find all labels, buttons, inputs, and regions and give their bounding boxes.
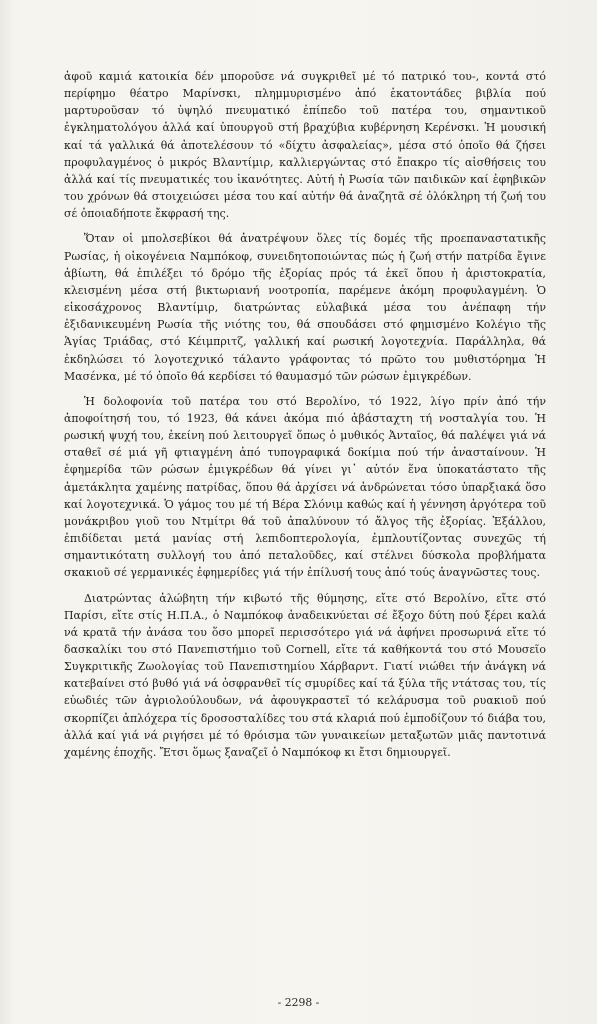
paragraph-2: Ὅταν οἱ μπολσεβίκοι θά ἀνατρέψουν ὅλες τίς δομές τῆς προεπαναστατικῆς Ρωσίας, ἡ οἰκογένεια Ναμπόκοφ, συνειδητοποιώντας πώς ἡ ζωή στήν πατρίδα ἔγινε ἀβίωτη, θά ἐπιλέξει τό δρόμο τῆς ἐξορίας πρός τά ἐκεῖ ὅπου ἡ ἀριστοκρατία, κλεισμένη μέσα στή βικτωριανή νοοτροπία, παρέμενε ἀκόμη προφυλαγμένη. Ὁ εἰκοσάχρονος Βλαντίμιρ, διατρώντας εὐλαβικά μέσα του ἀνέπαφη τήν ἐξιδανικευμένη Ρωσία τῆς νιότης του, θά σπουδάσει στό φημισμένο Κολέγιο τῆς Ἁγίας Τριάδας, στό Κέιμπριτζ, γαλλική καί ρωσική λογοτεχνία. Παράλληλα, θά ἐκδηλώσει τό λογοτεχνικό τάλαντο γράφοντας τό πρῶτο του μυθιστόρημα Ἡ Μασένκα, μέ τό ὁποῖο θά κερδίσει τό θαυμασμό τῶν ρώσων ἐμιγκρέδων. <box>64 232 546 383</box>
paragraph-1: ἀφοῦ καμιά κατοικία δέν μποροῦσε νά συγκριθεῖ μέ τό πατρικό του-, κοντά στό περίφημο θέατρο Μαρίνσκι, πλημμυρισμένο ἀπό ἑκατοντάδες βιβλία πού μαρτυροῦσαν τό ὑψηλό πνευματικό ἐπίπεδο τοῦ πατέρα του, σημαντικοῦ ἐγκληματολόγου ἀλλά καί ὑπουργοῦ στή βραχύβια κυβέρνηση Κερένσκι. Ἡ μουσική καί τά γαλλικά θά ἀποτελέσουν τό «δίχτυ ἀσφαλείας», μέσα στό ὁποῖο θά ζήσει προφυλαγμένος ὁ μικρός Βλαντίμιρ, καλλιεργώντας στό ἔπακρο τίς αἰσθήσεις του ἀλλά καί τίς πνευματικές του ἱκανότητες. Αὐτή ἡ Ρωσία τῶν παιδικῶν καί ἐφηβικῶν του χρόνων θά στοιχειώσει μέσα του καί αὐτήν θά ἀναζητᾶ σέ ὁλόκληρη τή ζωή του σέ ὁποιαδήποτε ἔκφρασή της. <box>64 70 546 221</box>
page-number: - 2298 - <box>277 996 320 1009</box>
body-text <box>64 68 546 761</box>
paragraph-3: Ἡ δολοφονία τοῦ πατέρα του στό Βερολίνο, τό 1922, λίγο πρίν ἀπό τήν ἀποφοίτησή του, τό 1923, θά κάνει ἀκόμα πιό ἀβάσταχτη τή νοσταλγία του. Ἡ ρωσική ψυχή του, ἐκείνη πού λειτουργεῖ ὅπως ὁ μυθικός Ἀνταῖος, θά παλέψει γιά νά σταθεῖ σέ μιά γῆ φτιαγμένη ἀπό τυπογραφικά δοκίμια πού τήν ἀνασταίνουν. Ἡ ἐφημερίδα τῶν ρώσων ἐμιγκρέδων θά γίνει γι᾽ αὐτόν ἕνα ὑποκατάστατο τῆς ἀμετάκλητα χαμένης πατρίδας, ὅπου θά ἀρχίσει νά ἀνδρώνεται τόσο ὑπαρξιακά ὅσο καί λογοτεχνικά. Ὁ γάμος του μέ τή Βέρα Σλόνιμ καθώς καί ἡ γέννηση ἀργότερα τοῦ μονάκριβου γιοῦ του Ντμίτρι θά τοῦ ἀπαλύνουν τό ἄλγος τῆς ἐξορίας. Ἐξάλλου, ἐπιδίδεται μετά μανίας στή λεπιδοπτερολογία, ἐμπλουτίζοντας συνεχῶς τή σημαντικότατη συλλογή του ἀπό πεταλοῦδες, καί στέλνει δύσκολα προβλήματα σκακιοῦ σέ γερμανικές ἐφημερίδες γιά τήν ἐπίλυσή τους ἀπό τούς ἀναγνῶστες τους. <box>64 394 546 580</box>
paragraph-4: Διατρώντας ἀλώβητη τήν κιβωτό τῆς θύμησης, εἴτε στό Βερολίνο, εἴτε στό Παρίσι, εἴτε στίς Η.Π.Α., ὁ Ναμπόκοφ ἀναδεικνύεται σέ ἔξοχο δύτη πού ξέρει καλά νά κρατᾶ τήν ἀνάσα του ὅσο μπορεῖ περισσότερο γιά νά ἀφήνει προσωρινά εἴτε τό δασκαλίκι του στό Πανεπιστήμιο τοῦ Cornell, εἴτε τά καθήκοντά του στό Μουσεῖο Συγκριτικῆς Ζωολογίας τοῦ Πανεπιστημίου Χάρβαρντ. Γιατί νιώθει τήν ἀνάγκη νά κατεβαίνει στό βυθό γιά νά ὀσφρανθεῖ τίς σμυρίδες καί τά ξύλα τῆς ντάτσας του, τίς εὐωδιές τῶν ἀγριολούλουδων, νά ἀφουγκραστεῖ τό κελάρυσμα τοῦ ρυακιοῦ πού σκορπίζει ἀπλόχερα τίς δροσοσταλίδες του στά κλαριά πού ἐμποδίζουν τό διάβα του, ἀλλά καί γιά νά ριγήσει μέ τό θρόισμα τῶν γυναικείων μεταξωτῶν μιᾶς παντοτινά χαμένης ἐποχῆς. Ἔτσι ὅμως ξαναζεῖ ὁ Ναμπόκοφ κι ἔτσι δημιουργεῖ. <box>64 591 546 759</box>
